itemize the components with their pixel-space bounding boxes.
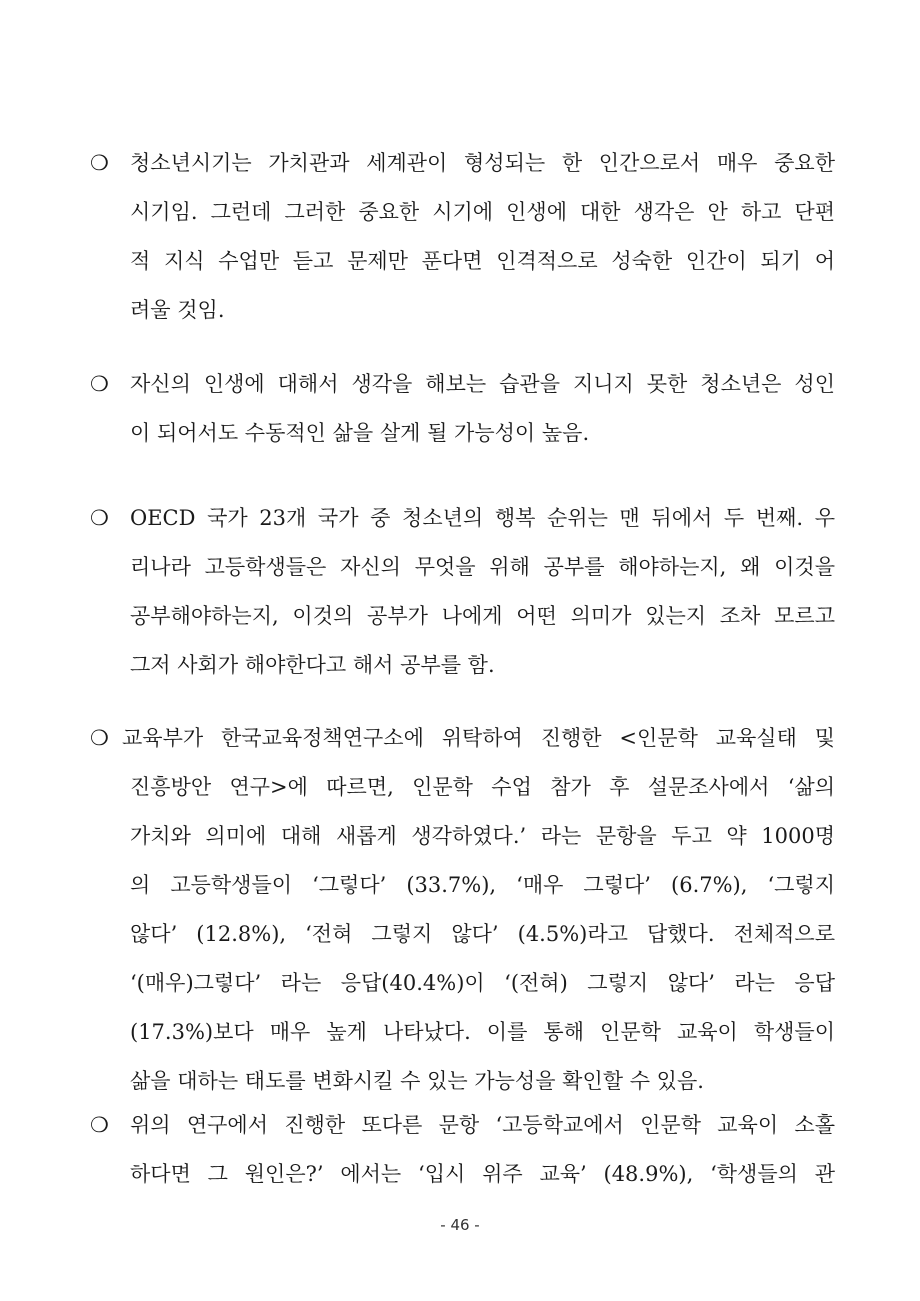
bullet-circle-icon: ❍ [90,726,109,750]
paragraph-line: 청소년시기는 가치관과 세계관이 형성되는 한 인간으로서 매우 중요한 [130,151,835,175]
bullet-circle-icon: ❍ [90,1113,109,1137]
paragraph-line: 가치와 의미에 대해 새롭게 생각하였다.’ 라는 문항을 두고 약 1000명 [130,824,835,848]
paragraph-line: 공부해야하는지, 이것의 공부가 나에게 어떤 의미가 있는지 조차 모르고 [130,604,835,628]
paragraph-line: 삶을 대하는 태도를 변화시킬 수 있는 가능성을 확인할 수 있음. [130,1069,704,1093]
paragraph-line: 않다’ (12.8%), ‘전혀 그렇지 않다’ (4.5%)라고 답했다. 전체적으로 [130,922,835,946]
bullet-circle-icon: ❍ [90,151,109,175]
page-number: - 46 - [440,1216,480,1234]
paragraph-line: 자신의 인생에 대해서 생각을 해보는 습관을 지니지 못한 청소년은 성인 [130,372,835,396]
paragraph-line: 의 고등학생들이 ‘그렇다’ (33.7%), ‘매우 그렇다’ (6.7%), ‘그렇지 [130,873,835,897]
paragraph-line: 려울 것임. [130,298,225,322]
bullet-circle-icon: ❍ [90,506,109,530]
paragraph-line: OECD 국가 23개 국가 중 청소년의 행복 순위는 맨 뒤에서 두 번째. 우 [130,506,835,530]
paragraph-line: 교육부가 한국교육정책연구소에 위탁하여 진행한 <인문학 교육실태 및 [122,726,835,750]
bullet-circle-icon: ❍ [90,372,109,396]
paragraph-line: 진흥방안 연구>에 따르면, 인문학 수업 참가 후 설문조사에서 ‘삶의 [130,775,835,799]
paragraph-line: 위의 연구에서 진행한 또다른 문항 ‘고등학교에서 인문학 교육이 소홀 [130,1113,835,1137]
paragraph-line: (17.3%)보다 매우 높게 나타났다. 이를 통해 인문학 교육이 학생들이 [130,1020,835,1044]
paragraph-line: 그저 사회가 해야한다고 해서 공부를 함. [130,653,495,677]
paragraph-line: 시기임. 그런데 그러한 중요한 시기에 인생에 대한 생각은 안 하고 단편 [130,200,835,224]
paragraph-line: 하다면 그 원인은?’ 에서는 ‘입시 위주 교육’ (48.9%), ‘학생들의 관 [130,1162,835,1186]
paragraph-line: ‘(매우)그렇다’ 라는 응답(40.4%)이 ‘(전혀) 그렇지 않다’ 라는 응답 [130,971,835,995]
paragraph-line: 이 되어서도 수동적인 삶을 살게 될 가능성이 높음. [130,421,590,445]
paragraph-line: 리나라 고등학생들은 자신의 무엇을 위해 공부를 해야하는지, 왜 이것을 [130,555,835,579]
paragraph-line: 적 지식 수업만 듣고 문제만 푼다면 인격적으로 성숙한 인간이 되기 어 [130,249,835,273]
